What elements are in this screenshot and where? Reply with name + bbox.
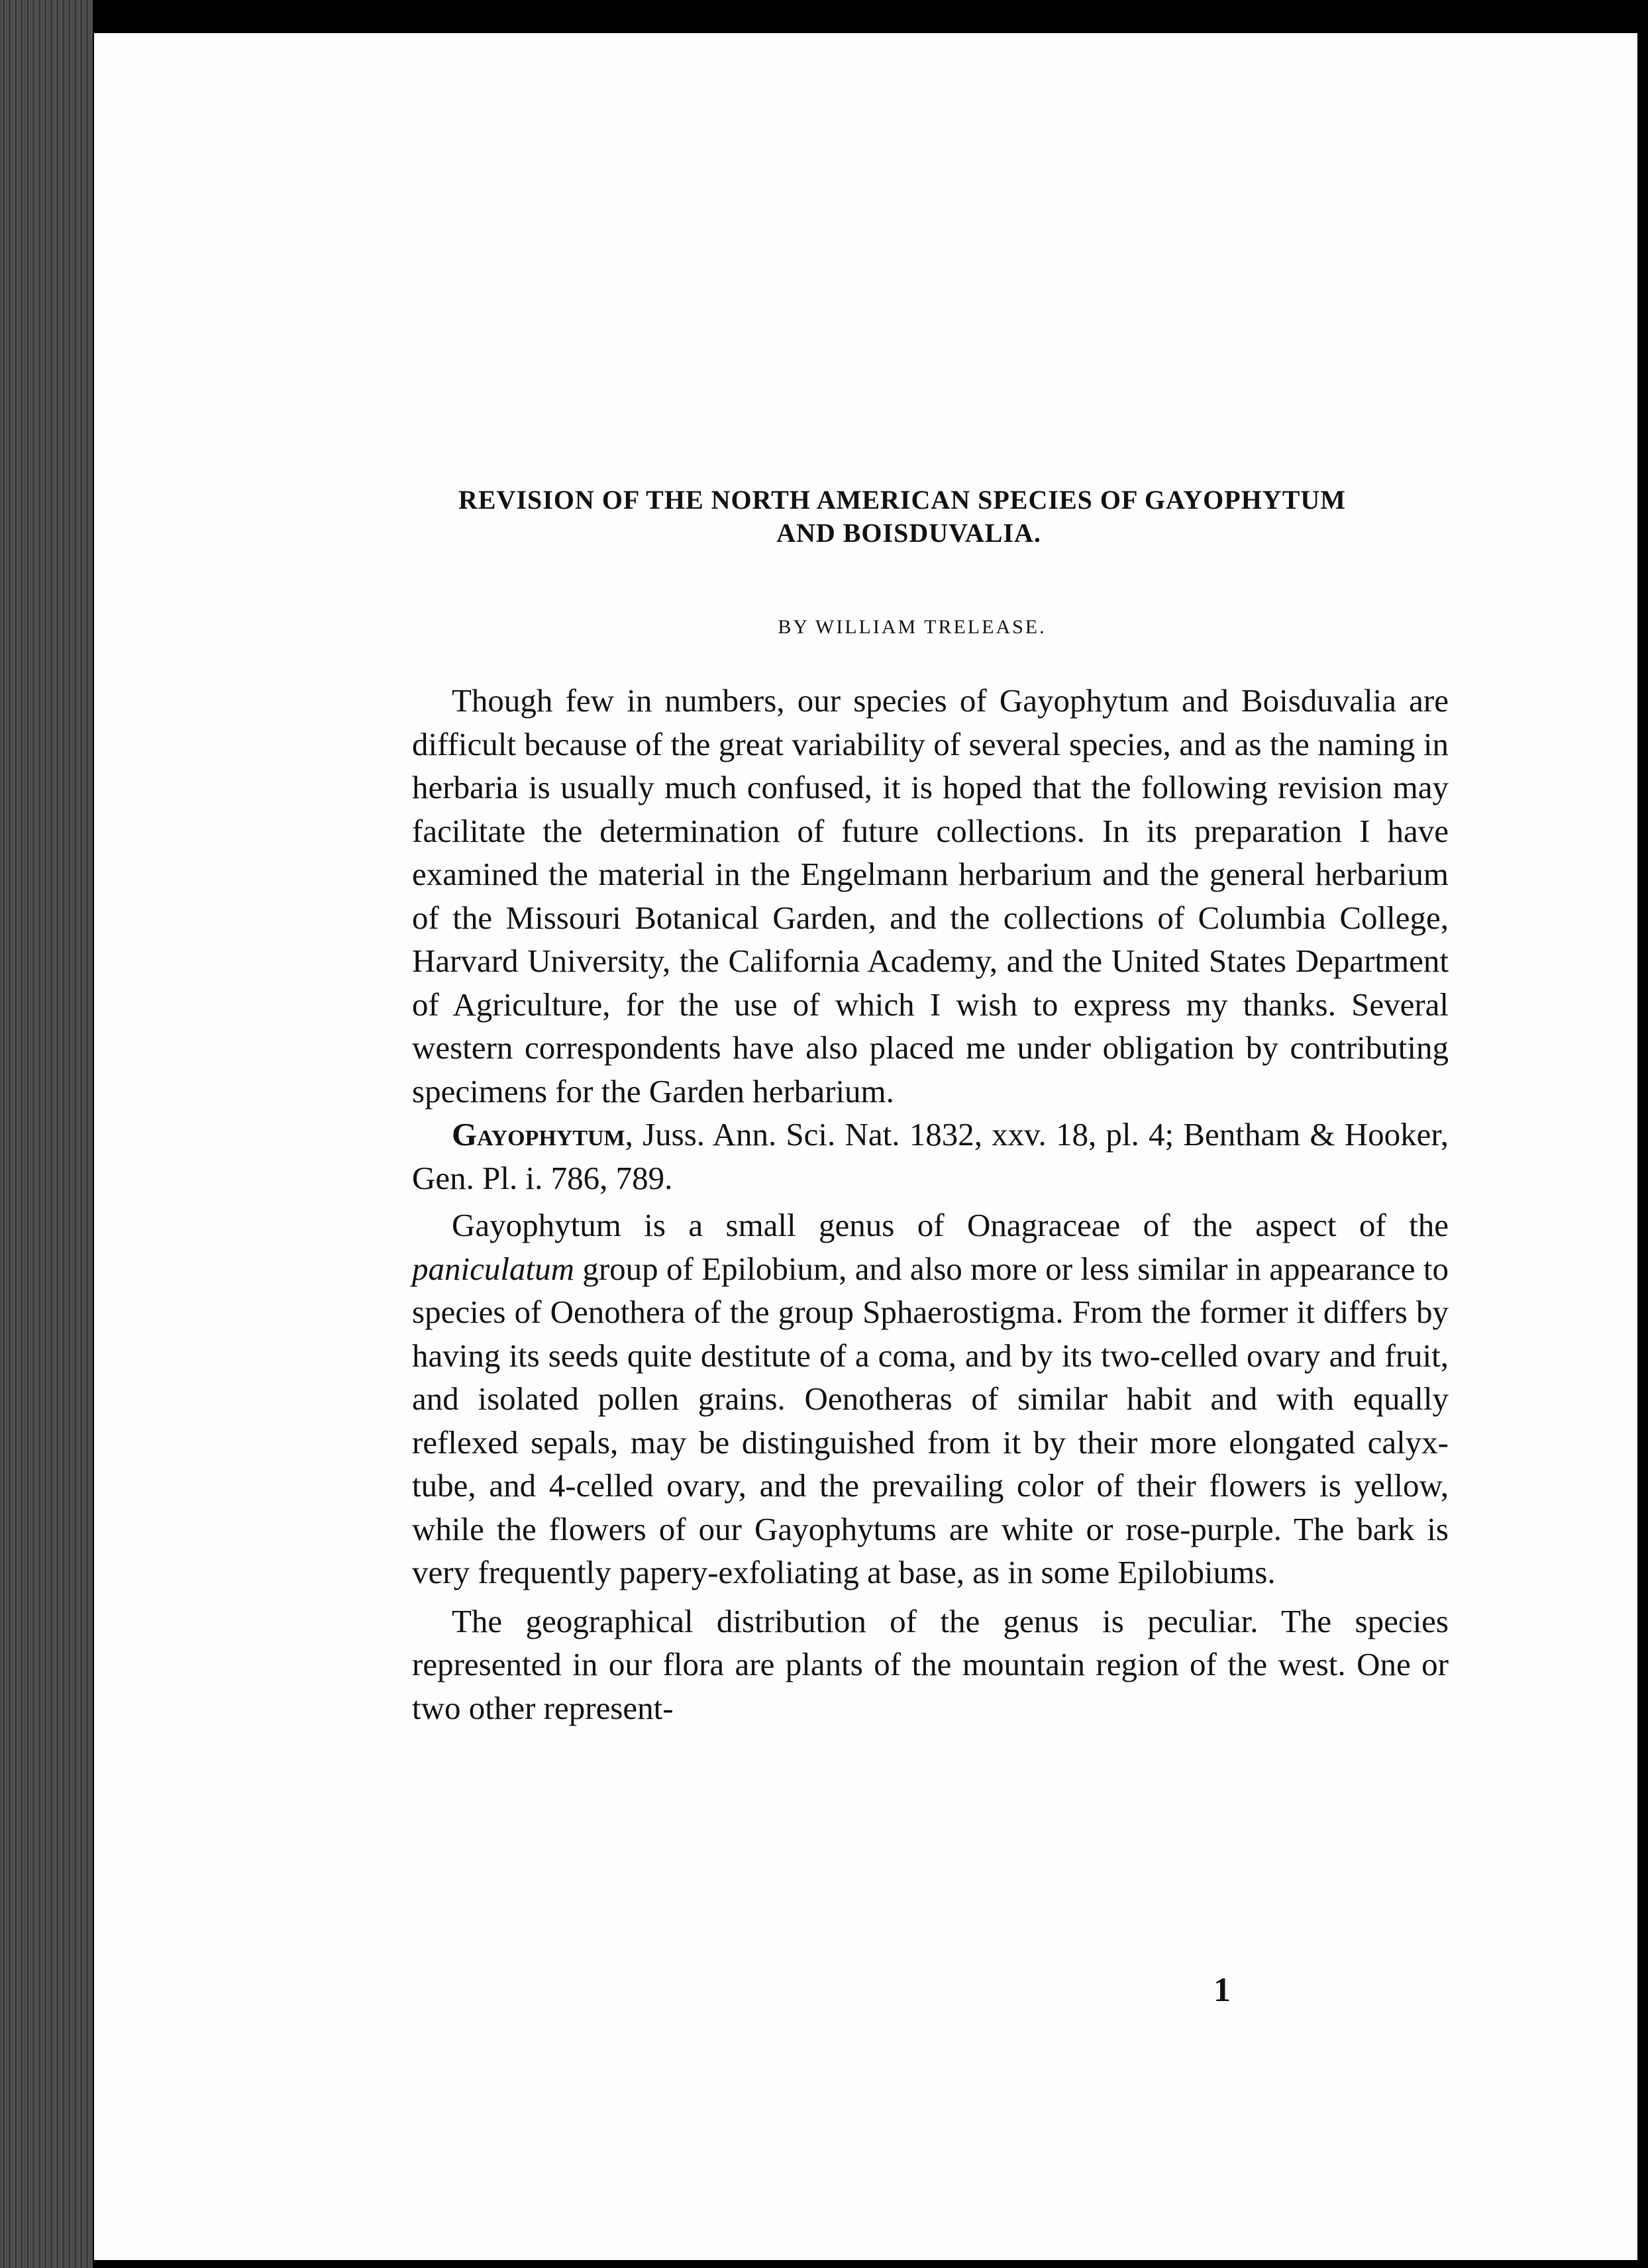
article-title — [94, 484, 1637, 550]
paragraph-distribution: The geographical distribution of the genus is peculiar. The species represented in our flora are plants of the mountain region of the west. One or two other represent- — [412, 1602, 1449, 1726]
paragraph-genus-citation — [412, 1113, 1449, 1200]
page-number: 1 — [1213, 1971, 1231, 2009]
author-byline: BY WILLIAM TRELEASE. — [778, 616, 1047, 638]
article-title-line-1: REVISION OF THE NORTH AMERICAN SPECIES OF GAYOPHYTUM — [458, 485, 1347, 515]
genus-description-part-2: group of Epilobium, and also more or less similar in appearance to species of Oenothera of the group Sphaerostigma. From the former it differs by having its seeds quite destitute of a coma, and by its two-celled ovary and fruit, and isolated pollen grains. Oenotheras of similar habit and with equally reflexed sepals, may be distinguished from it by their more elongated calyx-tube, and 4-celled ovary, and the prevailing color of their flowers is yellow, while the flowers of our Gayophytums are white or rose-purple. The bark is very frequently papery-exfoliating at base, as in some Epilobiums. — [412, 1250, 1449, 1590]
genus-description-italic-term: paniculatum — [412, 1250, 574, 1287]
article-title-line-2: AND BOISDUVALIA. — [776, 518, 1041, 548]
genus-heading: Gayophytum — [452, 1116, 625, 1153]
genus-citation: , Juss. Ann. Sci. Nat. 1832, xxv. 18, pl. 4; Bentham & Hooker, Gen. Pl. i. 786, 789. — [412, 1116, 1449, 1196]
article-body — [412, 679, 1449, 1729]
book-page — [94, 33, 1637, 2260]
genus-description-part-1: Gayophytum is a small genus of Onagraceae of the aspect of the — [452, 1207, 1449, 1243]
scan-binding-edge — [0, 0, 93, 2268]
paragraph-genus-description — [412, 1204, 1449, 1594]
paragraph-introduction: Though few in numbers, our species of Gayophytum and Boisduvalia are difficult because of the great variability of several species, and as the naming in herbaria is usually much confused, it is hoped that the following revision may facilitate the determination of future collections. In its preparation I have examined the material in the Engelmann herbarium and the general herbarium of the Missouri Botanical Garden, and the collections of Columbia College, Harvard University, the California Academy, and the United States Department of Agriculture, for the use of which I wish to express my thanks. Several western correspondents have also placed me under obligation by contributing specimens for the Garden herbarium. — [412, 682, 1449, 1109]
